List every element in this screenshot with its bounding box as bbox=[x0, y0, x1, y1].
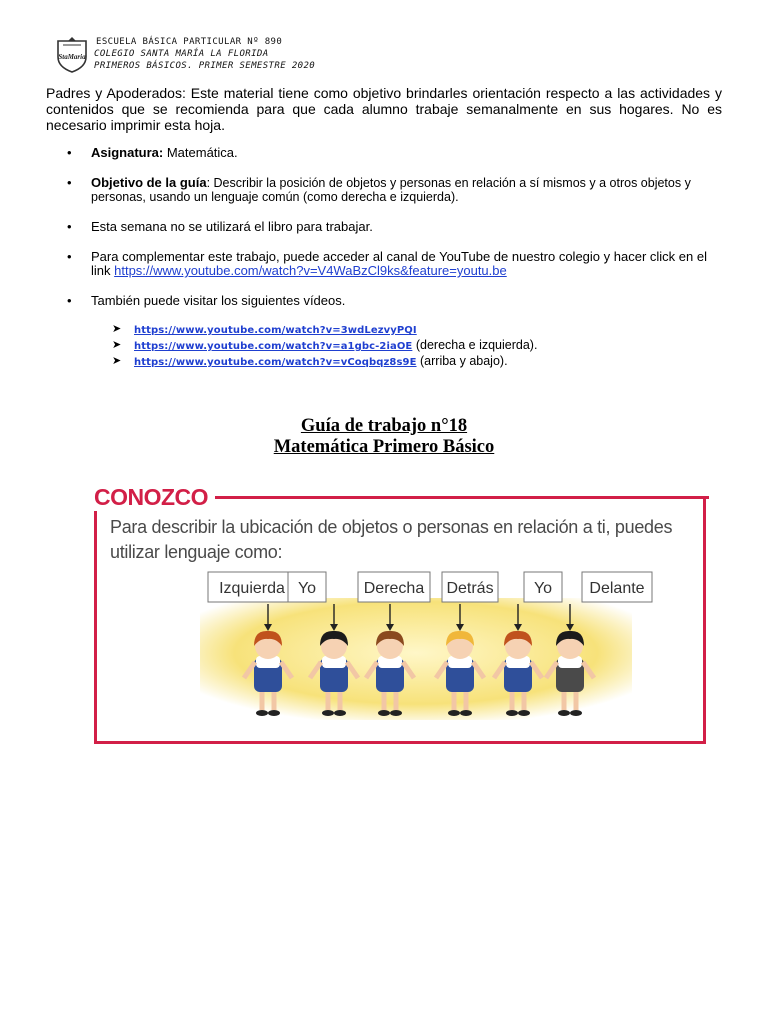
asignatura-label: Asignatura: bbox=[91, 145, 164, 160]
video-link-2[interactable]: https://www.youtube.com/watch?v=a1gbc-2iaOE bbox=[134, 341, 413, 352]
video-note-3: (arriba y abajo). bbox=[416, 354, 508, 368]
school-header bbox=[94, 36, 315, 72]
position-label-text: Yo bbox=[533, 580, 553, 597]
bullet-complementar bbox=[46, 250, 726, 278]
guide-title-line-2: Matemática Primero Básico bbox=[273, 437, 495, 457]
libro-text: Esta semana no se utilizará el libro para trabajar. bbox=[91, 219, 373, 234]
position-label-text: Yo bbox=[297, 580, 317, 597]
intro-paragraph: Padres y Apoderados: Este material tiene como objetivo brindarles orientación respecto a las actividades y contenidos que se recomienda para que cada alumno trabaje semanalmente en sus hogares. No es necesario imprimir esta hoja. bbox=[46, 85, 722, 133]
video-item bbox=[112, 354, 537, 370]
school-line-3: PRIMEROS BÁSICOS. PRIMER SEMESTRE 2020 bbox=[94, 61, 316, 71]
video-item bbox=[112, 338, 537, 354]
crest-text: StaMaria bbox=[58, 53, 86, 61]
bullet-libro bbox=[46, 220, 726, 234]
bullet-videos bbox=[46, 294, 726, 308]
position-label-text: Derecha bbox=[363, 580, 425, 597]
position-illustration bbox=[206, 568, 645, 718]
conozco-text: Para describir la ubicación de objetos o personas en relación a ti, puedes utilizar lenguaje como: bbox=[110, 517, 673, 562]
arrow-bullet-icon: ➤ bbox=[112, 355, 122, 367]
conozco-top-rule bbox=[215, 496, 709, 499]
conozco-heading: CONOZCO bbox=[94, 484, 212, 511]
school-line-1: ESCUELA BÁSICA PARTICULAR Nº 890 bbox=[96, 37, 283, 47]
position-label-text: Delante bbox=[589, 580, 645, 597]
info-bullets bbox=[46, 146, 726, 308]
video-link-3[interactable]: https://www.youtube.com/watch?v=vCoqbqz8s9E bbox=[134, 357, 417, 368]
video-item bbox=[112, 322, 537, 338]
objetivo-label: Objetivo de la guía bbox=[91, 175, 207, 190]
arrow-bullet-icon: ➤ bbox=[112, 323, 122, 335]
guide-title bbox=[0, 416, 768, 458]
video-link-1[interactable]: https://www.youtube.com/watch?v=3wdLezvyPQI bbox=[134, 325, 417, 336]
youtube-channel-link[interactable]: https://www.youtube.com/watch?v=V4WaBzCl9ks&feature=youtu.be bbox=[114, 263, 507, 278]
bullet-asignatura bbox=[46, 146, 726, 160]
asignatura-value: Matemática. bbox=[163, 145, 238, 160]
objetivo-value: : Describir la posición de objetos y personas en relación a sí mismos y a otros objetos y personas, usando un lenguaje común (como derecha e izquierda). bbox=[91, 176, 691, 204]
position-label-text: Izquierda bbox=[219, 580, 285, 597]
bullet-objetivo bbox=[46, 176, 726, 204]
video-note-2: (derecha e izquierda). bbox=[412, 338, 538, 352]
guide-title-line-1: Guía de trabajo n°18 bbox=[300, 416, 468, 436]
video-list bbox=[112, 322, 537, 370]
videos-intro-text: También puede visitar los siguientes vídeos. bbox=[91, 293, 346, 308]
school-crest-logo bbox=[52, 37, 92, 73]
complementar-text: Para complementar este trabajo, puede acceder al canal de YouTube de nuestro colegio y hacer click en el link bbox=[91, 249, 707, 278]
arrow-bullet-icon: ➤ bbox=[112, 339, 122, 351]
school-line-2: COLEGIO SANTA MARÍA LA FLORIDA bbox=[94, 49, 269, 59]
position-label-text: Detrás bbox=[446, 580, 494, 597]
